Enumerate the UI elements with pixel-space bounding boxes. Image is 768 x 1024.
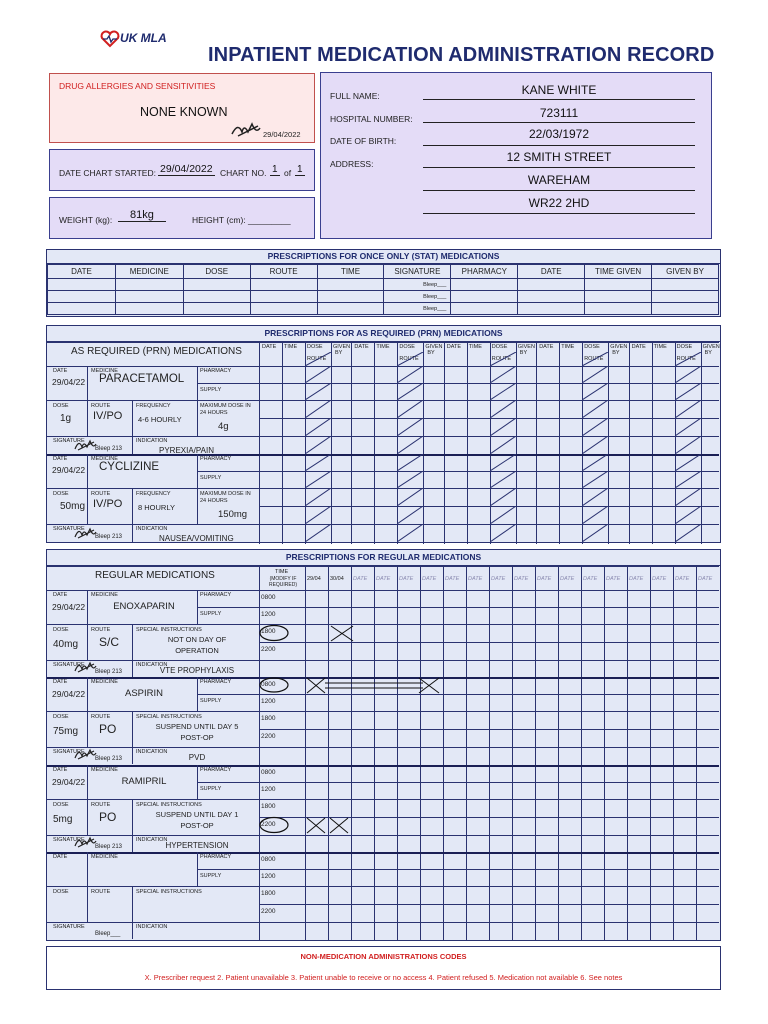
reg-medicine: ENOXAPARIN <box>113 601 175 612</box>
prn-col-date: DATE <box>446 344 462 350</box>
prn-col-dose: DOSE <box>307 344 323 350</box>
reg-lbl-special: SPECIAL INSTRUCTIONS <box>136 801 202 808</box>
dose-route-diagonal <box>675 454 701 471</box>
stat-bleep: Bleep___ <box>384 279 451 291</box>
stat-col-pharmacy: PHARMACY <box>451 265 518 279</box>
prn-col-by: BY <box>335 350 343 356</box>
reg-lbl-medicine: MEDICINE <box>91 592 118 598</box>
dose-route-diagonal <box>675 488 701 506</box>
dose-time: 1800 <box>261 628 276 635</box>
reg-lbl-indication: INDICATION <box>136 924 168 931</box>
regular-heading: REGULAR MEDICATIONS <box>95 570 215 581</box>
prn-col-date: DATE <box>631 344 646 350</box>
prn-lbl-route: ROUTE <box>91 491 111 497</box>
date-col-header: DATE <box>537 576 552 582</box>
reg-route: S/C <box>99 635 120 649</box>
dose-route-diagonal <box>397 383 423 400</box>
reg-lbl-dose: DOSE <box>53 627 69 633</box>
heart-logo-icon <box>100 30 120 48</box>
prn-lbl-date: DATE <box>53 456 68 462</box>
prn-dose: 1g <box>60 413 72 424</box>
date-col-header: DATE <box>583 576 598 582</box>
dose-route-diagonal <box>305 488 331 506</box>
stat-section <box>46 249 721 317</box>
prn-col-dose: DOSE <box>491 344 508 350</box>
chart-of-label: of <box>284 168 292 178</box>
reg-lbl-date: DATE <box>53 854 68 861</box>
prn-col-date: DATE <box>539 344 554 350</box>
dose-time: 1800 <box>261 890 276 898</box>
reg-indication: PVD <box>188 753 206 763</box>
reg-lbl-route: ROUTE <box>91 714 111 721</box>
dose-route-diagonal <box>490 383 516 400</box>
dose-route-diagonal <box>397 352 423 366</box>
prn-date: 29/04/22 <box>52 465 86 475</box>
prn-lbl-pharmacy: PHARMACY <box>200 456 232 462</box>
reg-lbl-indication: INDICATION <box>136 662 168 668</box>
dose-route-diagonal <box>675 383 701 400</box>
date-col-header: DATE <box>468 576 483 582</box>
dose-route-diagonal <box>675 418 701 436</box>
prn-max: 150mg <box>218 509 248 520</box>
circle-mark <box>259 817 289 834</box>
prn-col-given: GIVEN <box>425 344 443 350</box>
dose-route-diagonal <box>675 436 701 454</box>
dose-route-diagonal <box>490 366 516 383</box>
dose-route-diagonal <box>582 524 608 542</box>
reg-lbl-date: DATE <box>53 766 68 773</box>
allergy-date: 29/04/2022 <box>263 130 301 139</box>
dose-route-diagonal <box>490 436 516 454</box>
prn-col-dose: DOSE <box>399 344 415 350</box>
reg-bleep: Bleep 213 <box>95 669 123 675</box>
reg-dose: 40mg <box>53 639 79 650</box>
reg-lbl-date: DATE <box>53 679 68 686</box>
reg-medicine: ASPIRIN <box>124 688 163 700</box>
stat-title: PRESCRIPTIONS FOR ONCE ONLY (STAT) MEDICATIONS <box>47 250 720 264</box>
prn-lbl-route: ROUTE <box>91 403 111 409</box>
dose-time: 1200 <box>261 611 276 618</box>
dose-route-diagonal <box>305 436 331 454</box>
prn-lbl-dose: DOSE <box>53 403 69 409</box>
dose-route-diagonal <box>305 352 331 366</box>
reg-route: PO <box>99 722 117 737</box>
reg-lbl-dose: DOSE <box>53 889 69 896</box>
cross-mark <box>307 818 326 833</box>
suspend-arrow <box>307 678 441 693</box>
prn-dose: 50mg <box>60 501 86 512</box>
chart-box <box>49 149 315 191</box>
prn-lbl-date: DATE <box>53 368 68 374</box>
reg-lbl-supply: SUPPLY <box>200 698 222 705</box>
dose-route-diagonal <box>305 524 331 542</box>
prn-col-route: ROUTE <box>491 356 512 362</box>
prn-col-route: ROUTE <box>307 356 327 362</box>
reg-route: PO <box>99 809 117 824</box>
height-label: HEIGHT (cm): _________ <box>192 215 291 225</box>
dose-route-diagonal <box>397 524 423 542</box>
reg-lbl-pharmacy: PHARMACY <box>200 592 232 598</box>
logo <box>100 28 180 50</box>
prn-col-given: GIVEN <box>333 344 351 350</box>
prn-max: 4g <box>218 421 229 432</box>
prn-col-route: ROUTE <box>676 356 696 362</box>
prn-bleep: Bleep 213 <box>95 534 123 540</box>
cross-mark <box>330 818 349 833</box>
prn-section <box>46 325 721 543</box>
full-name-label: FULL NAME: <box>330 91 380 101</box>
stat-col-date2: DATE <box>518 265 585 279</box>
reg-date: 29/04/22 <box>52 689 86 700</box>
prn-route: IV/PO <box>93 498 123 510</box>
dose-time: 2200 <box>261 646 276 653</box>
reg-lbl-route: ROUTE <box>91 801 111 808</box>
allergy-value: NONE KNOWN <box>140 105 228 119</box>
weight-value: 81kg <box>118 209 166 222</box>
reg-lbl-dose: DOSE <box>53 714 69 721</box>
date-col-header: DATE <box>376 576 391 582</box>
stat-bleep: Bleep___ <box>384 291 451 303</box>
dose-route-diagonal <box>582 436 608 454</box>
dose-time: 1200 <box>261 873 276 881</box>
reg-dose: 5mg <box>53 813 73 825</box>
stat-col-time-given: TIME GIVEN <box>585 265 652 279</box>
reg-lbl-signature: SIGNATURE <box>53 662 85 668</box>
dose-route-diagonal <box>490 400 516 418</box>
codes-text: X. Prescriber request 2. Patient unavailable 3. Patient unable to receive or no access 4. Patient refused 5. Medication not available 6. See notes <box>144 973 623 982</box>
stat-col-given-by: GIVEN BY <box>652 265 719 279</box>
prn-lbl-dose: DOSE <box>53 491 69 497</box>
prn-indication: PYREXIA/PAIN <box>159 446 214 455</box>
prn-col-route: ROUTE <box>584 356 604 362</box>
prn-bleep: Bleep 213 <box>95 446 123 452</box>
allergy-label: DRUG ALLERGIES AND SENSITIVITIES <box>59 81 216 91</box>
dose-route-diagonal <box>582 418 608 436</box>
circle-mark <box>259 625 289 642</box>
reg-dose: 75mg <box>53 726 79 738</box>
dose-time: 2200 <box>261 908 276 916</box>
regular-section <box>46 549 721 941</box>
dose-route-diagonal <box>305 383 331 400</box>
reg-lbl-indication: INDICATION <box>136 749 168 756</box>
prn-medicine: PARACETAMOL <box>99 373 185 385</box>
dose-route-diagonal <box>582 366 608 383</box>
date-col-header: DATE <box>514 576 529 582</box>
patient-box <box>320 72 712 239</box>
dose-time: 1200 <box>261 698 276 706</box>
time-header: TIME <box>275 569 289 575</box>
date-col-header: DATE <box>399 576 414 582</box>
prn-col-time: TIME <box>468 344 482 350</box>
prn-col-dose: DOSE <box>676 344 693 350</box>
address-line1: 12 SMITH STREET <box>506 150 612 164</box>
reg-lbl-pharmacy: PHARMACY <box>200 766 232 773</box>
dose-route-diagonal <box>582 400 608 418</box>
prn-col-time: TIME <box>284 344 298 350</box>
chart-no-label: CHART NO. <box>220 168 267 178</box>
signature-icon <box>230 120 266 140</box>
dose-route-diagonal <box>305 418 331 436</box>
reg-lbl-route: ROUTE <box>91 627 111 633</box>
stat-bleep: Bleep___ <box>384 303 451 315</box>
dose-route-diagonal <box>582 488 608 506</box>
reg-lbl-special: SPECIAL INSTRUCTIONS <box>136 889 202 896</box>
prn-col-time: TIME <box>653 344 667 350</box>
reg-lbl-signature: SIGNATURE <box>53 924 85 931</box>
dose-time: 2200 <box>261 733 276 741</box>
dose-route-diagonal <box>490 506 516 524</box>
prn-col-date: DATE <box>262 344 277 350</box>
date-col-header: DATE <box>652 576 667 582</box>
reg-lbl-route: ROUTE <box>91 889 111 896</box>
time-note: (MODIFY IF REQUIRED) <box>268 576 298 588</box>
reg-date: 29/04/22 <box>52 776 86 787</box>
reg-lbl-medicine: MEDICINE <box>91 854 118 861</box>
reg-date: 29/04/22 <box>52 602 86 612</box>
dose-route-diagonal <box>675 366 701 383</box>
prn-lbl-max: MAXIMUM DOSE IN 24 HOURS <box>200 403 251 416</box>
reg-bleep: Bleep___ <box>95 931 121 938</box>
dose-time: 1800 <box>261 802 276 810</box>
chart-no-value: 1 <box>272 164 278 175</box>
prn-col-by: BY <box>519 350 528 356</box>
dose-route-diagonal <box>305 400 331 418</box>
chart-started-value: 29/04/2022 <box>160 163 213 175</box>
reg-lbl-medicine: MEDICINE <box>91 766 118 773</box>
dose-time: 0800 <box>261 768 276 776</box>
reg-lbl-medicine: MEDICINE <box>91 679 118 686</box>
prn-lbl-signature: SIGNATURE <box>53 526 85 532</box>
reg-lbl-indication: INDICATION <box>136 836 168 843</box>
address-label: ADDRESS: <box>330 159 374 169</box>
date-col-header: DATE <box>491 576 506 582</box>
reg-bleep: Bleep 213 <box>95 843 123 850</box>
prn-indication: NAUSEA/VOMITING <box>159 534 234 543</box>
reg-special1: SUSPEND UNTIL DAY 1 <box>155 809 239 819</box>
reg-lbl-special: SPECIAL INSTRUCTIONS <box>136 714 202 721</box>
prn-col-given: GIVEN <box>702 344 720 350</box>
dose-route-diagonal <box>397 436 423 454</box>
prn-frequency: 8 HOURLY <box>138 503 175 512</box>
dose-route-diagonal <box>582 454 608 471</box>
date-col-header: 29/04 <box>307 576 321 582</box>
reg-lbl-signature: SIGNATURE <box>53 836 85 843</box>
reg-special2: POST-OP <box>180 820 214 830</box>
prn-heading: AS REQUIRED (PRN) MEDICATIONS <box>71 346 242 357</box>
stat-col-signature: SIGNATURE <box>384 265 451 279</box>
prn-title: PRESCRIPTIONS FOR AS REQUIRED (PRN) MEDICATIONS <box>47 326 720 342</box>
prn-lbl-medicine: MEDICINE <box>91 456 118 462</box>
date-col-header: DATE <box>675 576 690 582</box>
prn-route: IV/PO <box>93 410 123 422</box>
reg-lbl-dose: DOSE <box>53 801 69 808</box>
address-line3: WR22 2HD <box>528 196 590 210</box>
circle-mark <box>259 677 289 692</box>
reg-lbl-pharmacy: PHARMACY <box>200 679 232 686</box>
page-title: INPATIENT MEDICATION ADMINISTRATION RECORD <box>208 44 715 66</box>
dose-time: 0800 <box>261 856 276 864</box>
dose-route-diagonal <box>675 400 701 418</box>
dose-time: 0800 <box>261 681 276 689</box>
reg-lbl-date: DATE <box>53 592 68 598</box>
dose-route-diagonal <box>397 366 423 383</box>
dose-route-diagonal <box>675 471 701 488</box>
stat-col-route: ROUTE <box>250 265 317 279</box>
stat-col-time: TIME <box>317 265 384 279</box>
prn-lbl-signature: SIGNATURE <box>53 438 85 444</box>
prn-lbl-max: MAXIMUM DOSE IN 24 HOURS <box>200 491 251 504</box>
prn-col-given: GIVEN <box>517 344 535 350</box>
dose-route-diagonal <box>397 418 423 436</box>
codes-title: NON-MEDICATION ADMINISTRATIONS CODES <box>300 952 467 961</box>
date-col-header: DATE <box>629 576 644 582</box>
dose-time: 2200 <box>261 820 276 828</box>
dose-route-diagonal <box>675 352 701 366</box>
hospital-number-value: 723111 <box>539 106 579 120</box>
prn-lbl-frequency: FREQUENCY <box>136 403 171 409</box>
date-col-header: DATE <box>606 576 621 582</box>
prn-col-time: TIME <box>561 344 575 350</box>
dose-route-diagonal <box>675 524 701 542</box>
prn-col-route: ROUTE <box>399 356 419 362</box>
dose-route-diagonal <box>397 506 423 524</box>
logo-text: UK MLA <box>120 31 167 45</box>
prn-date: 29/04/22 <box>52 377 86 387</box>
dose-route-diagonal <box>582 506 608 524</box>
dose-route-diagonal <box>305 471 331 488</box>
dose-time: 1200 <box>261 785 276 793</box>
dose-route-diagonal <box>490 352 516 366</box>
weight-label: WEIGHT (kg): <box>59 215 113 225</box>
prn-lbl-supply: SUPPLY <box>200 475 222 481</box>
reg-lbl-special: SPECIAL INSTRUCTIONS <box>136 627 202 633</box>
stat-col-date: DATE <box>48 265 116 279</box>
dose-route-diagonal <box>490 454 516 471</box>
prn-frequency: 4-6 HOURLY <box>138 415 182 424</box>
reg-special1: NOT ON DAY OF <box>167 635 227 644</box>
date-col-header: DATE <box>353 576 368 582</box>
stat-col-dose: DOSE <box>183 265 250 279</box>
date-col-header: 30/04 <box>330 576 344 582</box>
dose-route-diagonal <box>490 471 516 488</box>
dose-route-diagonal <box>582 471 608 488</box>
dose-route-diagonal <box>490 524 516 542</box>
prn-medicine: CYCLIZINE <box>99 461 160 473</box>
dose-time: 1800 <box>261 715 276 723</box>
prn-col-time: TIME <box>376 344 390 350</box>
dose-route-diagonal <box>582 383 608 400</box>
dose-route-diagonal <box>305 506 331 524</box>
dob-value: 22/03/1972 <box>528 127 590 141</box>
full-name-value: KANE WHITE <box>521 83 597 97</box>
prn-col-by: BY <box>427 350 435 356</box>
reg-special2: POST-OP <box>180 733 214 743</box>
dose-route-diagonal <box>397 471 423 488</box>
prn-col-date: DATE <box>354 344 369 350</box>
reg-lbl-supply: SUPPLY <box>200 611 222 617</box>
dose-route-diagonal <box>490 418 516 436</box>
reg-lbl-supply: SUPPLY <box>200 873 222 880</box>
dose-route-diagonal <box>397 454 423 471</box>
dose-route-diagonal <box>582 352 608 366</box>
prn-lbl-supply: SUPPLY <box>200 387 222 393</box>
reg-lbl-supply: SUPPLY <box>200 785 222 792</box>
dob-label: DATE OF BIRTH: <box>330 136 397 146</box>
prn-col-by: BY <box>704 350 712 356</box>
stat-col-medicine: MEDICINE <box>115 265 183 279</box>
prn-lbl-medicine: MEDICINE <box>91 368 118 374</box>
dose-route-diagonal <box>397 488 423 506</box>
prn-col-given: GIVEN <box>610 344 628 350</box>
date-col-header: DATE <box>560 576 575 582</box>
hospital-number-label: HOSPITAL NUMBER: <box>330 114 413 124</box>
weight-box <box>49 197 315 239</box>
dose-route-diagonal <box>305 366 331 383</box>
reg-indication: VTE PROPHYLAXIS <box>159 666 235 675</box>
chart-started-label: DATE CHART STARTED: <box>59 168 156 178</box>
prn-col-by: BY <box>612 350 620 356</box>
chart-of-value: 1 <box>297 164 303 175</box>
reg-special2: OPERATION <box>175 646 219 655</box>
dose-time: 0800 <box>261 594 276 601</box>
dose-route-diagonal <box>490 488 516 506</box>
dose-route-diagonal <box>305 454 331 471</box>
reg-medicine: RAMIPRIL <box>121 775 167 787</box>
regular-title: PRESCRIPTIONS FOR REGULAR MEDICATIONS <box>47 550 720 566</box>
reg-lbl-pharmacy: PHARMACY <box>200 854 232 861</box>
date-col-header: DATE <box>698 576 713 582</box>
prn-lbl-indication: INDICATION <box>136 438 168 444</box>
allergy-box <box>49 73 315 143</box>
codes-box <box>46 946 721 990</box>
prn-lbl-pharmacy: PHARMACY <box>200 368 232 374</box>
dose-route-diagonal <box>397 400 423 418</box>
reg-special1: SUSPEND UNTIL DAY 5 <box>155 722 239 732</box>
reg-bleep: Bleep 213 <box>95 756 123 763</box>
reg-indication: HYPERTENSION <box>165 840 229 850</box>
reg-lbl-signature: SIGNATURE <box>53 749 85 756</box>
dose-route-diagonal <box>675 506 701 524</box>
prn-lbl-indication: INDICATION <box>136 526 168 532</box>
prn-lbl-frequency: FREQUENCY <box>136 491 171 497</box>
address-line2: WAREHAM <box>527 173 591 187</box>
cross-mark <box>331 626 350 641</box>
date-col-header: DATE <box>445 576 460 582</box>
date-col-header: DATE <box>422 576 437 582</box>
prn-col-dose: DOSE <box>584 344 600 350</box>
